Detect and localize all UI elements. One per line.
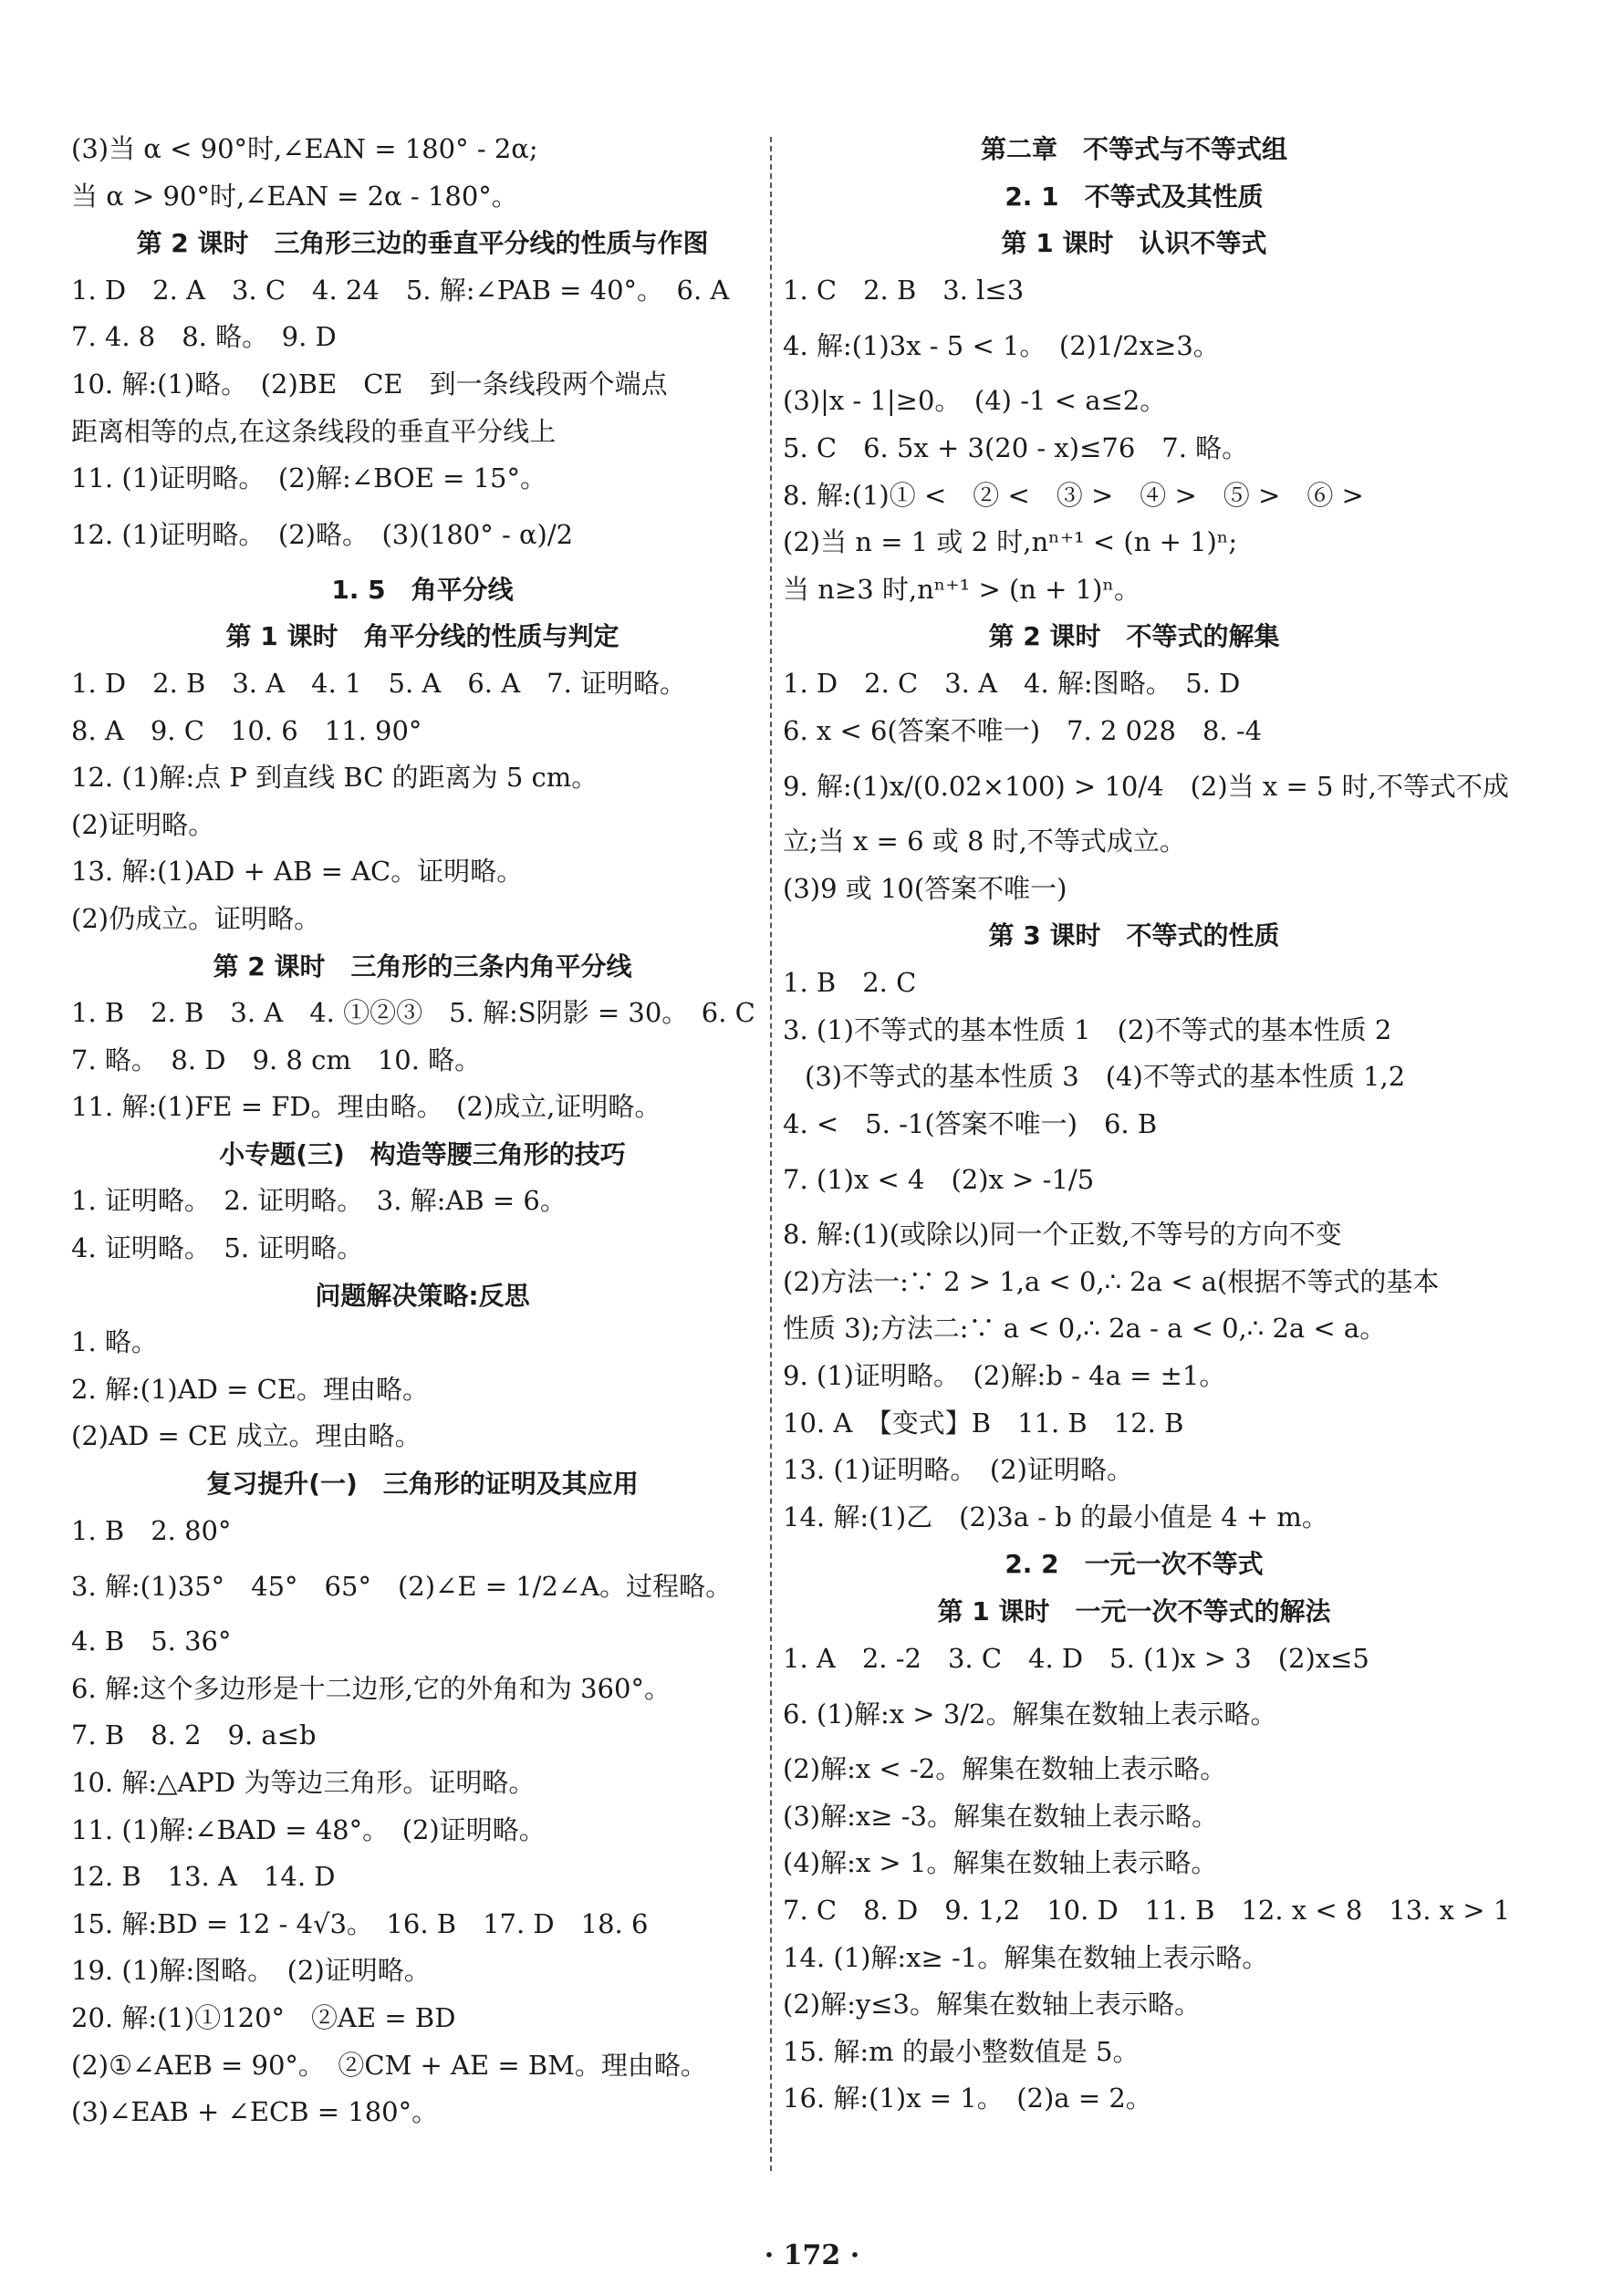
answer-line-text: (3)不等式的基本性质 3 (4)不等式的基本性质 1,2 — [805, 1061, 1406, 1093]
answer-line — [783, 708, 1485, 755]
answer-line — [783, 1887, 1511, 1935]
answer-line — [783, 1148, 1485, 1211]
section-heading — [783, 1541, 1485, 1588]
answer-line-text: 14. (1)解:x≥ -1。解集在数轴上表示略。 — [783, 1941, 1269, 1973]
answer-line — [783, 519, 1485, 566]
section-heading-text: 第 2 课时 三角形三边的垂直平分线的性质与作图 — [136, 228, 709, 259]
answer-line — [783, 378, 1485, 425]
page-number: · 172 · — [764, 2239, 860, 2271]
answer-line-text: 当 n≥3 时,nⁿ⁺¹ > (n + 1)ⁿ。 — [783, 573, 1141, 605]
answer-line — [783, 1636, 1485, 1683]
answer-line-text: 立;当 x = 6 或 8 时,不等式成立。 — [783, 826, 1186, 857]
answer-line — [783, 2075, 1485, 2123]
answer-line-text: 8. 解:(1)① < ② < ③ > ④ > ⑤ > ⑥ > — [783, 479, 1364, 511]
answer-line — [71, 896, 774, 943]
answer-line — [71, 1618, 774, 1666]
section-heading — [783, 173, 1485, 221]
answer-line — [783, 866, 1485, 913]
answer-line — [783, 1007, 1485, 1054]
answer-line — [783, 818, 1485, 866]
answer-line-text: 4. B 5. 36° — [71, 1626, 232, 1657]
section-heading-text: 第 2 课时 不等式的解集 — [988, 621, 1280, 652]
answer-line — [71, 1901, 774, 1948]
answer-line-text: 4. 证明略。 5. 证明略。 — [71, 1232, 364, 1264]
section-heading — [71, 943, 774, 991]
answer-line-text: (2)AD = CE 成立。理由略。 — [71, 1420, 422, 1452]
section-heading — [71, 613, 774, 660]
answer-line — [71, 1225, 774, 1273]
answer-line — [71, 361, 774, 409]
answer-line-text: 8. A 9. C 10. 6 11. 90° — [71, 714, 422, 746]
section-heading — [783, 220, 1485, 267]
answer-line — [783, 1259, 1485, 1306]
answer-line — [71, 314, 774, 361]
answer-line-text: 3. 解:(1)35° 45° 65° (2)∠E = 1/2∠A。过程略。 — [71, 1571, 733, 1603]
answer-line — [783, 473, 1485, 520]
answer-line-text: 当 α > 90°时,∠EAN = 2α - 180°。 — [71, 180, 518, 212]
answer-line — [783, 1682, 1485, 1746]
answer-line-text: 7. C 8. D 9. 1,2 10. D 11. B 12. x < 8 13. x > 1 — [783, 1895, 1511, 1926]
answer-line — [71, 1413, 774, 1460]
right-column — [783, 126, 1511, 2123]
answer-line — [71, 1037, 774, 1085]
answer-line — [783, 566, 1485, 614]
answer-line-text: 15. 解:BD = 12 - 4√3。 16. B 17. D 18. 6 — [71, 1907, 649, 1939]
answer-line — [71, 1554, 774, 1618]
section-heading-text: 第二章 不等式与不等式组 — [980, 134, 1287, 164]
section-heading-text: 问题解决策略:反思 — [315, 1280, 530, 1311]
answer-line-text: (3)当 α < 90°时,∠EAN = 180° - 2α; — [71, 133, 538, 164]
answer-line-text: 11. 解:(1)FE = FD。理由略。 (2)成立,证明略。 — [71, 1091, 661, 1123]
answer-line-text: 6. x < 6(答案不唯一) 7. 2 028 8. -4 — [783, 714, 1263, 746]
answer-line — [783, 1211, 1485, 1259]
answer-line-text: 1. D 2. A 3. C 4. 24 5. 解:∠PAB = 40°。 6. A — [71, 274, 730, 306]
answer-line-text: 性质 3);方法二:∵ a < 0,∴ 2a - a < 0,∴ 2a < a。 — [783, 1313, 1387, 1345]
section-heading — [783, 912, 1485, 960]
answer-line-text: 距离相等的点,在这条线段的垂直平分线上 — [71, 415, 557, 447]
answer-line — [783, 1981, 1485, 2029]
answer-line — [71, 2042, 774, 2090]
answer-line — [71, 1666, 774, 1713]
answer-line — [71, 173, 774, 221]
section-heading-text: 复习提升(一) 三角形的证明及其应用 — [206, 1469, 639, 1500]
answer-line-text: (2)当 n = 1 或 2 时,nⁿ⁺¹ < (n + 1)ⁿ; — [783, 526, 1238, 558]
answer-line — [71, 708, 774, 755]
section-heading — [783, 613, 1485, 660]
answer-line-text: (2)仍成立。证明略。 — [71, 902, 321, 934]
answer-line — [71, 1178, 774, 1225]
answer-line — [71, 1366, 774, 1414]
answer-line — [71, 126, 774, 173]
answer-line — [783, 754, 1509, 818]
answer-line-text: 13. (1)证明略。 (2)证明略。 — [783, 1454, 1133, 1486]
answer-line — [71, 1319, 774, 1366]
section-heading-text: 第 2 课时 三角形的三条内角平分线 — [213, 951, 632, 982]
answer-line — [71, 1084, 774, 1131]
answer-line-text: 1. 略。 — [71, 1326, 158, 1358]
answer-line-text: 19. (1)解:图略。 (2)证明略。 — [71, 1955, 431, 1987]
answer-line — [71, 1508, 774, 1555]
section-heading — [71, 1273, 774, 1320]
section-heading-text: 第 1 课时 一元一次不等式的解法 — [937, 1596, 1331, 1627]
answer-line — [71, 503, 774, 566]
answer-line-text: 1. 证明略。 2. 证明略。 3. 解:AB = 6。 — [71, 1185, 567, 1217]
answer-line-text: 9. (1)证明略。 (2)解:b - 4a = ±1。 — [783, 1360, 1226, 1392]
answer-line-text: (3)解:x≥ -3。解集在数轴上表示略。 — [783, 1800, 1218, 1832]
answer-line-text: (2)方法一:∵ 2 > 1,a < 0,∴ 2a < a(根据不等式的基本 — [783, 1265, 1440, 1297]
answer-line-text: 7. (1)x < 4 (2)x > -1/5 — [783, 1164, 1095, 1196]
section-heading-text: 1. 5 角平分线 — [331, 574, 514, 605]
answer-line-text: 12. B 13. A 14. D — [71, 1861, 336, 1893]
answer-line — [783, 314, 1485, 378]
answer-line-text: 6. (1)解:x > 3/2。解集在数轴上表示略。 — [783, 1699, 1277, 1730]
answer-line — [783, 1793, 1485, 1841]
answer-line — [783, 267, 1485, 315]
section-heading-text: 2. 1 不等式及其性质 — [1005, 181, 1264, 212]
answer-line-text: 13. 解:(1)AD + AB = AC。证明略。 — [71, 856, 524, 888]
answer-line — [71, 267, 774, 315]
answer-line-text: 4. 解:(1)3x - 5 < 1。 (2)1/2x≥3。 — [783, 330, 1220, 362]
answer-line-text: (3)∠EAB + ∠ECB = 180°。 — [71, 2096, 439, 2128]
section-heading — [783, 126, 1485, 173]
answer-line — [783, 1840, 1485, 1887]
answer-line-text: 1. A 2. -2 3. C 4. D 5. (1)x > 3 (2)x≤5 — [783, 1642, 1369, 1674]
answer-line-text: (2)①∠AEB = 90°。 ②CM + AE = BM。理由略。 — [71, 2049, 707, 2081]
answer-line — [71, 1948, 774, 1995]
answer-line — [783, 1305, 1485, 1353]
answer-line-text: 7. B 8. 2 9. a≤b — [71, 1719, 317, 1751]
section-heading — [71, 566, 774, 614]
left-column — [71, 126, 774, 2136]
answer-line-text: 1. B 2. 80° — [71, 1514, 232, 1546]
answer-line-text: 7. 略。 8. D 9. 8 cm 10. 略。 — [71, 1044, 482, 1075]
answer-line — [783, 1353, 1485, 1400]
answer-line-text: 10. 解:(1)略。 (2)BE CE 到一条线段两个端点 — [71, 368, 668, 400]
answer-line — [71, 1854, 774, 1901]
answer-line — [783, 1447, 1485, 1494]
answer-line-text: 12. (1)证明略。 (2)略。 (3)(180° - α)/2 — [71, 518, 574, 550]
answer-line — [783, 660, 1485, 708]
answer-line — [71, 848, 774, 896]
answer-line — [783, 1101, 1485, 1148]
section-heading — [783, 1588, 1485, 1636]
answer-line-text: 14. 解:(1)乙 (2)3a - b 的最小值是 4 + m。 — [783, 1501, 1328, 1532]
answer-line — [71, 660, 774, 708]
answer-line — [783, 1400, 1485, 1448]
answer-line — [71, 1712, 774, 1760]
answer-line-text: 8. 解:(1)(或除以)同一个正数,不等号的方向不变 — [783, 1219, 1342, 1251]
answer-line-text: 4. < 5. -1(答案不唯一) 6. B — [783, 1107, 1158, 1139]
answer-line-text: 10. 解:△APD 为等边三角形。证明略。 — [71, 1767, 536, 1798]
answer-line — [783, 960, 1485, 1007]
answer-line-text: 2. 解:(1)AD = CE。理由略。 — [71, 1373, 430, 1405]
answer-line-text: (2)证明略。 — [71, 808, 215, 840]
answer-line-text: 16. 解:(1)x = 1。 (2)a = 2。 — [783, 2083, 1152, 2114]
answer-line-text: 5. C 6. 5x + 3(20 - x)≤76 7. 略。 — [783, 431, 1249, 463]
answer-line-text: 10. A 【变式】B 11. B 12. B — [783, 1407, 1184, 1439]
answer-line-text: 20. 解:(1)①120° ②AE = BD — [71, 2001, 456, 2033]
answer-line — [783, 1494, 1485, 1542]
answer-line — [783, 425, 1485, 473]
answer-line — [783, 1935, 1485, 1982]
answer-line-text: 11. (1)证明略。 (2)解:∠BOE = 15°。 — [71, 462, 547, 494]
section-heading-text: 第 3 课时 不等式的性质 — [988, 920, 1280, 951]
answer-line — [71, 1760, 774, 1807]
answer-line — [71, 409, 774, 456]
section-heading — [71, 220, 774, 267]
section-heading-text: 第 1 课时 角平分线的性质与判定 — [225, 621, 619, 652]
section-heading-text: 第 1 课时 认识不等式 — [1001, 228, 1267, 259]
answer-line-text: 9. 解:(1)x/(0.02×100) > 10/4 (2)当 x = 5 时,不等式不成 — [783, 771, 1509, 803]
answer-line — [71, 455, 774, 503]
answer-line — [783, 1054, 1485, 1101]
answer-line-text: 1. B 2. B 3. A 4. ①②③ 5. 解:S阴影 = 30。 6. C — [71, 997, 755, 1029]
answer-line — [783, 1746, 1485, 1793]
answer-line-text: 15. 解:m 的最小整数值是 5。 — [783, 2035, 1140, 2067]
answer-line-text: 1. C 2. B 3. l≤3 — [783, 274, 1025, 306]
answer-line — [71, 990, 774, 1037]
answer-line — [71, 1807, 774, 1854]
section-heading-text: 2. 2 一元一次不等式 — [1005, 1549, 1264, 1580]
answer-line — [71, 1995, 774, 2042]
section-heading — [71, 1131, 774, 1179]
answer-line-text: 6. 解:这个多边形是十二边形,它的外角和为 360°。 — [71, 1672, 671, 1704]
answer-line-text: (4)解:x > 1。解集在数轴上表示略。 — [783, 1847, 1218, 1879]
answer-line — [783, 2029, 1485, 2076]
column-divider — [770, 137, 772, 2171]
section-heading-text: 小专题(三) 构造等腰三角形的技巧 — [219, 1138, 626, 1169]
answer-line-text: 12. (1)解:点 P 到直线 BC 的距离为 5 cm。 — [71, 762, 599, 794]
answer-line — [71, 754, 774, 802]
answer-line-text: 1. B 2. C — [783, 966, 917, 998]
answer-line-text: 11. (1)解:∠BAD = 48°。 (2)证明略。 — [71, 1813, 546, 1845]
answer-line-text: (3)|x - 1|≥0。 (4) -1 < a≤2。 — [783, 385, 1167, 417]
answer-line-text: 7. 4. 8 8. 略。 9. D — [71, 321, 337, 353]
answer-line-text: (3)9 或 10(答案不唯一) — [783, 872, 1067, 904]
answer-line-text: (2)解:y≤3。解集在数轴上表示略。 — [783, 1989, 1201, 2021]
answer-line-text: 1. D 2. B 3. A 4. 1 5. A 6. A 7. 证明略。 — [71, 667, 687, 699]
answer-line-text: (2)解:x < -2。解集在数轴上表示略。 — [783, 1753, 1227, 1785]
answer-line — [71, 2089, 774, 2136]
answer-line-text: 3. (1)不等式的基本性质 1 (2)不等式的基本性质 2 — [783, 1013, 1392, 1045]
section-heading — [71, 1460, 774, 1508]
answer-line — [71, 802, 774, 849]
answer-line-text: 1. D 2. C 3. A 4. 解:图略。 5. D — [783, 667, 1241, 699]
